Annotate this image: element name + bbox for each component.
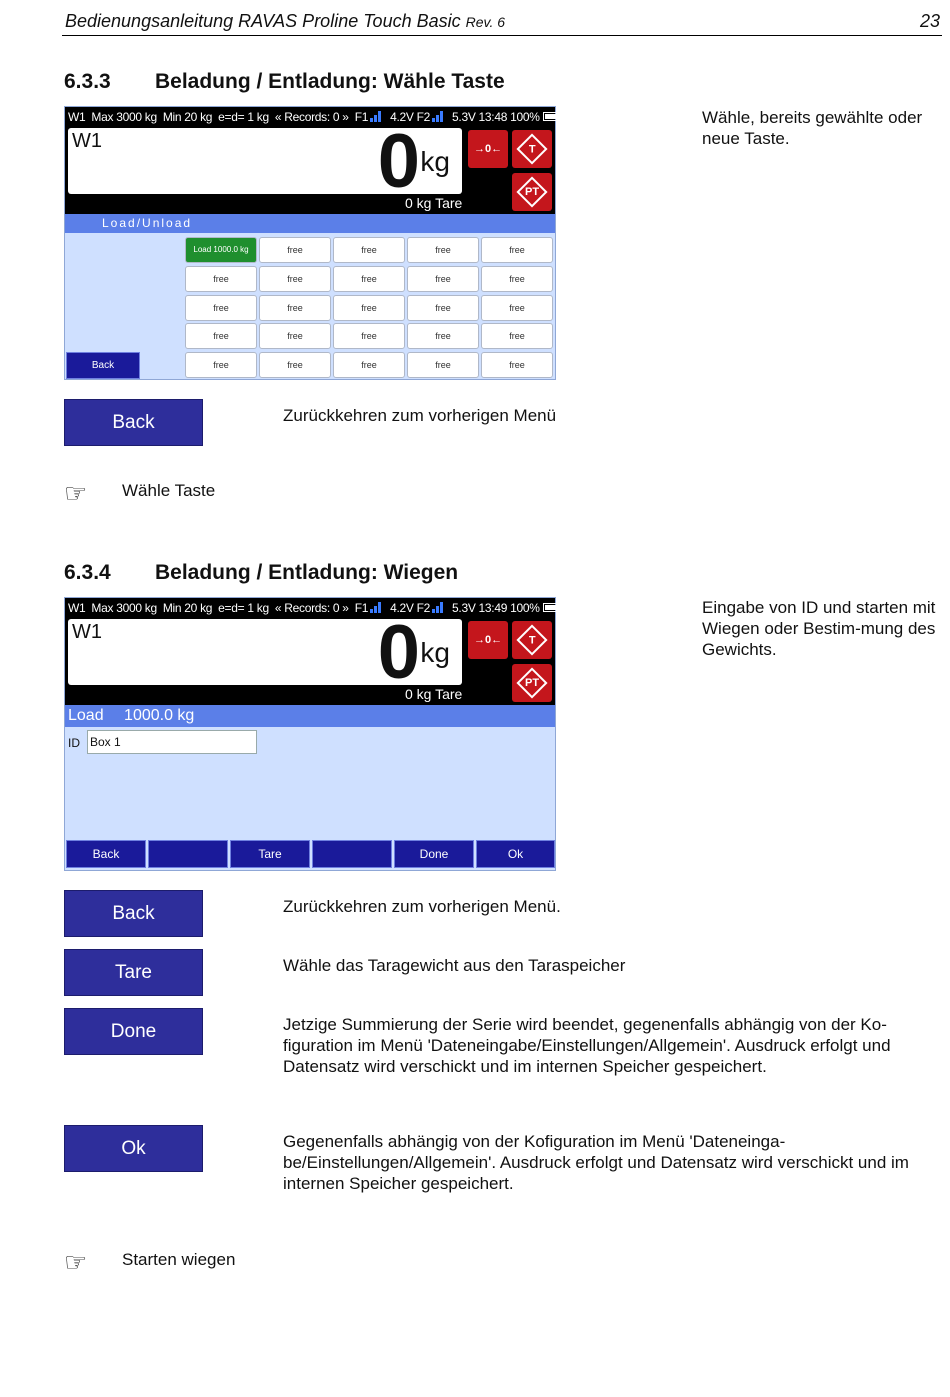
zero-icon: →0← <box>473 143 503 155</box>
back-description: Zurückkehren zum vorherigen Menü. <box>283 897 561 916</box>
device-screen-load-unload <box>64 106 556 380</box>
key-free[interactable]: free <box>407 266 479 292</box>
key-free[interactable]: free <box>185 295 257 321</box>
screen-back-button[interactable]: Back <box>66 352 140 379</box>
key-free[interactable]: free <box>185 352 257 378</box>
weight-unit: kg <box>420 637 450 668</box>
tare-readout: 0 kg Tare <box>405 195 463 211</box>
back-button-legend: Back <box>64 890 203 937</box>
device-screen-weighing <box>64 597 556 871</box>
key-free[interactable]: free <box>259 295 331 321</box>
tare-icon: T <box>516 133 547 164</box>
preset-tare-button[interactable] <box>512 664 552 702</box>
preset-tare-icon: PT <box>516 176 547 207</box>
key-free[interactable]: free <box>407 352 479 378</box>
status-line: W1 Max 3000 kg Min 20 kg e=d= 1 kg « Records: 0 » F1 4.2V F2 5.3V 13:48 100% <box>68 110 575 124</box>
key-free[interactable]: free <box>185 266 257 292</box>
key-free[interactable]: free <box>333 352 405 378</box>
screen-empty-button[interactable] <box>312 840 392 868</box>
id-label: ID <box>68 736 80 750</box>
battery-icon <box>543 112 569 121</box>
back-button-legend: Back <box>64 399 203 446</box>
screen-topbar <box>65 598 555 711</box>
hint-text: Wähle Taste <box>122 481 216 500</box>
battery-icon <box>543 603 569 612</box>
section-description: Wähle, bereits gewählte oder neue Taste. <box>702 108 923 148</box>
section-title: Beladung / Entladung: Wähle Taste <box>155 70 505 93</box>
mode-weight: 1000.0 kg <box>124 707 195 724</box>
zero-icon: →0← <box>473 634 503 646</box>
done-description: Jetzige Summierung der Serie wird beendet, gegenenfalls abhängig von der Ko-figuration im Menü 'Dateneingabe/Einstellungen/Allgemein'. Ausdruck erfolgt und Datensatz wird verschickt und im internen Speicher gespeichert. <box>283 1015 891 1076</box>
key-free[interactable]: free <box>333 266 405 292</box>
key-free[interactable]: free <box>259 323 331 349</box>
tare-button-legend: Tare <box>64 949 203 996</box>
preset-tare-button[interactable] <box>512 173 552 211</box>
ok-description: Gegenenfalls abhängig von der Kofiguration im Menü 'Dateneinga-be/Einstellungen/Allgemein'. Ausdruck erfolgt und Datensatz wird verschickt und im internen Speicher gespeichert. <box>283 1132 909 1193</box>
key-free[interactable]: free <box>407 295 479 321</box>
scale-name: W1 <box>72 130 102 152</box>
screen-empty-button[interactable] <box>148 840 228 868</box>
document-title: Bedienungsanleitung RAVAS Proline Touch Basic Rev. 6 <box>65 11 506 31</box>
key-free[interactable]: free <box>481 352 553 378</box>
zero-button[interactable] <box>468 621 508 659</box>
screen-back-button[interactable]: Back <box>66 840 146 868</box>
key-free[interactable]: free <box>259 237 331 263</box>
mode-bar <box>65 705 555 727</box>
tare-readout: 0 kg Tare <box>405 686 463 702</box>
tare-icon: T <box>516 624 547 655</box>
signal-icon <box>432 602 446 613</box>
key-free[interactable]: free <box>407 323 479 349</box>
zero-button[interactable] <box>468 130 508 168</box>
preset-tare-icon: PT <box>516 667 547 698</box>
hint-text: Starten wiegen <box>122 1250 236 1269</box>
weight-value: 0 <box>377 610 420 695</box>
key-free[interactable]: free <box>333 295 405 321</box>
key-free[interactable]: free <box>333 323 405 349</box>
signal-icon <box>432 111 446 122</box>
weight-value: 0 <box>377 119 420 204</box>
done-button-legend: Done <box>64 1008 203 1055</box>
key-load[interactable]: Load 1000.0 kg <box>185 237 257 263</box>
section-title: Beladung / Entladung: Wiegen <box>155 561 459 584</box>
key-free[interactable]: free <box>481 266 553 292</box>
screen-done-button[interactable]: Done <box>394 840 474 868</box>
screen-tare-button[interactable]: Tare <box>230 840 310 868</box>
tare-description: Wähle das Taragewicht aus den Taraspeicher <box>283 956 626 975</box>
back-description: Zurückkehren zum vorherigen Menü <box>283 406 557 425</box>
tare-key-button[interactable] <box>512 130 552 168</box>
weight-unit: kg <box>420 146 450 177</box>
key-free[interactable]: free <box>259 352 331 378</box>
key-free[interactable]: free <box>333 237 405 263</box>
ok-button-legend: Ok <box>64 1125 203 1172</box>
section-number: 6.3.3 <box>64 70 111 93</box>
page-header <box>62 10 942 36</box>
section-number: 6.3.4 <box>64 561 111 584</box>
key-free[interactable]: free <box>481 295 553 321</box>
pointing-hand-icon: ☞ <box>64 1247 88 1277</box>
pointing-hand-icon: ☞ <box>64 478 88 508</box>
mode-bar: Load/Unload <box>65 214 555 233</box>
mode-name: Load <box>68 707 104 724</box>
scale-name: W1 <box>72 621 102 643</box>
key-free[interactable]: free <box>185 323 257 349</box>
tare-key-button[interactable] <box>512 621 552 659</box>
key-free[interactable]: free <box>259 266 331 292</box>
page-number: 23 <box>919 11 940 31</box>
key-free[interactable]: free <box>481 237 553 263</box>
id-input[interactable]: Box 1 <box>87 730 257 754</box>
section-description: Eingabe von ID und starten mit Wiegen oder Bestim-mung des Gewichts. <box>702 598 936 659</box>
screen-topbar <box>65 107 555 220</box>
status-line: W1 Max 3000 kg Min 20 kg e=d= 1 kg « Records: 0 » F1 4.2V F2 5.3V 13:49 100% <box>68 601 575 615</box>
key-free[interactable]: free <box>407 237 479 263</box>
screen-ok-button[interactable]: Ok <box>476 840 555 868</box>
key-free[interactable]: free <box>481 323 553 349</box>
